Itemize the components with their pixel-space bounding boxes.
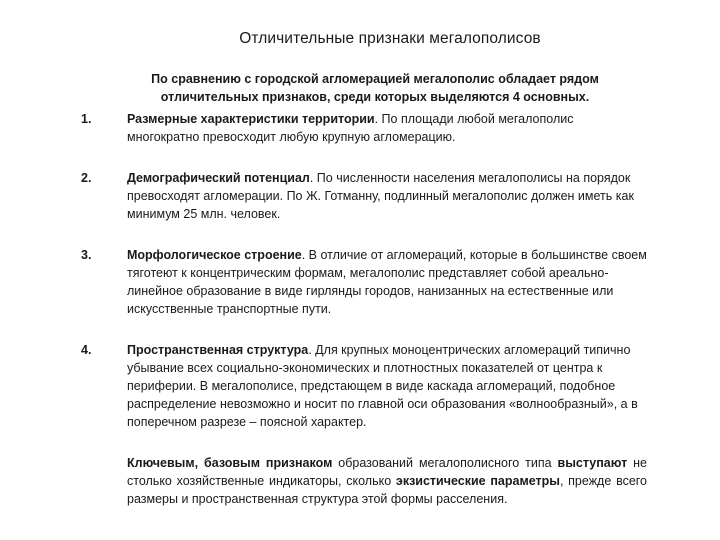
item-text <box>127 110 647 146</box>
conclusion-text-2: не столько хозяйственные индикаторы, сколько <box>127 456 648 488</box>
intro-paragraph: По сравнению с городской агломерацией мегалополис обладает рядом отличительных признаков, среди которых выделяются 4 основных. <box>151 72 599 104</box>
item-body: . В отличие от агломераций, которые в большинстве своем тяготеют к концентрическим формам, мегалополис представляет собой ареально-линейное образование в виде гирлянды городов, нанизанных на естественные или искусственные транспортные пути. <box>127 248 647 316</box>
item-body: . По площади любой мегалополис многократно превосходит любую крупную агломерацию. <box>127 112 574 144</box>
item-body: . По численности населения мегалополисы на порядок превосходят агломерации. По Ж. Готманну, подлинный мегалополис должен иметь как минимум 25 млн. человек. <box>127 171 634 221</box>
item-body: . Для крупных моноцентрических агломераций типично убывание всех социально-экономических и плотностных показателей от центра к периферии. В мегалополисе, предстающем в виде каскада агломераций, подобное распределение невозможно и носит по главной оси образования «волнообразный», а в поперечном разрезе – поясной характер. <box>127 343 638 429</box>
item-text <box>127 169 647 223</box>
page-title: Отличительные признаки мегалополисов <box>239 30 541 47</box>
conclusion-paragraph <box>127 454 647 508</box>
conclusion-bold-2: выступают <box>557 456 628 470</box>
conclusion-text-1: образований мегалополисного типа <box>332 456 558 470</box>
item-number: 3. <box>81 248 92 262</box>
item-heading: Морфологическое строение <box>127 248 302 262</box>
item-text <box>127 246 647 318</box>
item-heading: Демографический потенциал <box>127 171 310 185</box>
item-text <box>127 341 647 431</box>
item-number: 2. <box>81 171 92 185</box>
conclusion-bold-3: экзистические параметры <box>395 474 560 488</box>
item-heading: Пространственная структура <box>127 343 309 357</box>
conclusion-text-3: , прежде всего размеры и пространственная структура этой формы расселения. <box>127 474 648 506</box>
item-number: 1. <box>81 112 92 126</box>
item-heading: Размерные характеристики территории <box>127 112 375 126</box>
conclusion-bold-1: Ключевым, базовым признаком <box>127 456 333 470</box>
item-number: 4. <box>81 343 92 357</box>
